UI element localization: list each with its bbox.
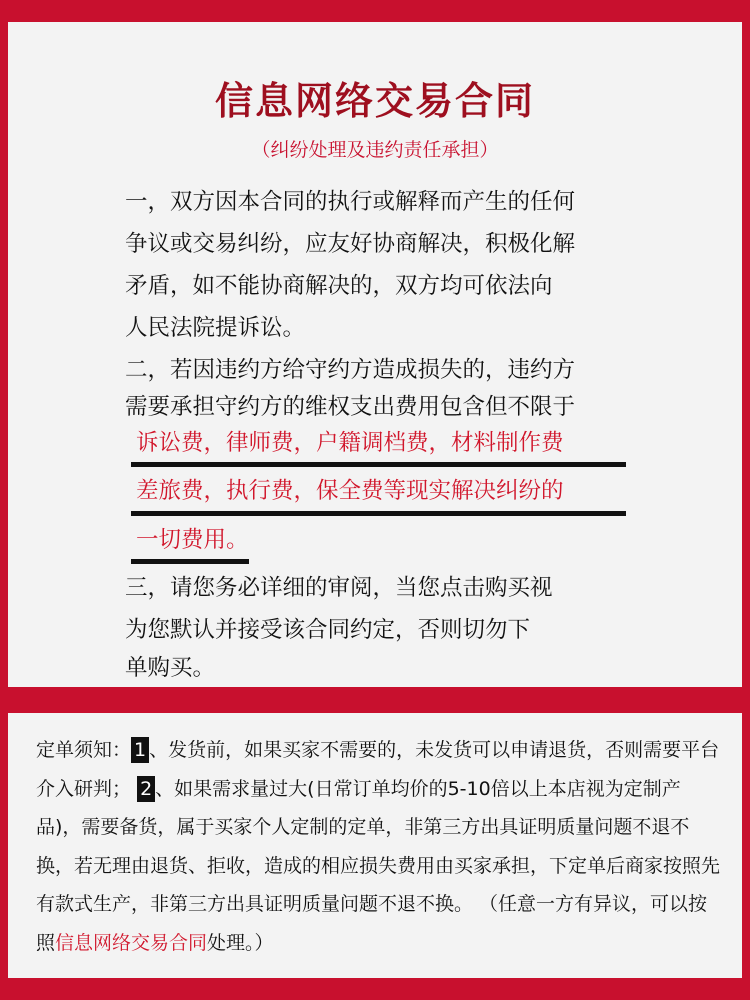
clause-line: 需要承担守约方的维权支出费用包含但不限于 bbox=[125, 394, 576, 420]
underline-bar bbox=[131, 462, 626, 467]
underline-bar bbox=[131, 559, 249, 564]
fee-line-highlight: 诉讼费，律师费，户籍调档费，材料制作费 bbox=[136, 430, 564, 456]
contract-title: 信息网络交易合同 bbox=[214, 79, 535, 123]
fee-line-highlight: 一切费用。 bbox=[136, 527, 249, 553]
clause-line: 人民法院提诉讼。 bbox=[125, 315, 306, 341]
clause-line: 三，请您务必详细的审阅，当您点击购买视 bbox=[125, 575, 553, 601]
contract-subtitle: （纠纷处理及违约责任承担） bbox=[251, 139, 499, 161]
clause-line: 为您默认并接受该合同约定，否则切勿下 bbox=[125, 617, 531, 643]
clause-line: 单购买。 bbox=[125, 655, 216, 681]
notice-number-1: 1 bbox=[131, 737, 149, 763]
contract-panel bbox=[8, 22, 742, 687]
clause-line: 矛盾，如不能协商解决的，双方均可依法向 bbox=[125, 273, 553, 299]
notice-tail: 处理。） bbox=[207, 931, 274, 954]
notice-number-2: 2 bbox=[137, 776, 155, 802]
fee-line-highlight: 差旅费，执行费，保全费等现实解决纠纷的 bbox=[136, 478, 564, 504]
clause-line: 二，若因违约方给守约方造成损失的，违约方 bbox=[125, 357, 576, 383]
notice-item-2: 、如果需求量过大(日常订单均价的5-10倍以上本店视为定制产品)，需要备货，属于买家个人定制的定单，非第三方出具证明质量问题不退不换，若无理由退货、拒收，造成的相应损失费用由买家承担，下定单后商家按照先有款式生产，非第三方出具证明质量问题不退不换。 （任意一方有异议，可以按照 bbox=[36, 777, 721, 954]
contract-reference: 信息网络交易合同 bbox=[55, 931, 208, 954]
notice-item-1: 、发货前，如果买家不需要的，未发货可以申请退货，否则需要平台介入研判； bbox=[36, 739, 720, 800]
clause-line: 争议或交易纠纷，应友好协商解决，积极化解 bbox=[125, 231, 576, 257]
underline-bar bbox=[131, 511, 626, 516]
order-notice-panel bbox=[8, 713, 742, 978]
notice-label: 定单须知： bbox=[36, 739, 132, 761]
order-notice-text bbox=[36, 731, 726, 962]
clause-line: 一，双方因本合同的执行或解释而产生的任何 bbox=[125, 189, 576, 215]
